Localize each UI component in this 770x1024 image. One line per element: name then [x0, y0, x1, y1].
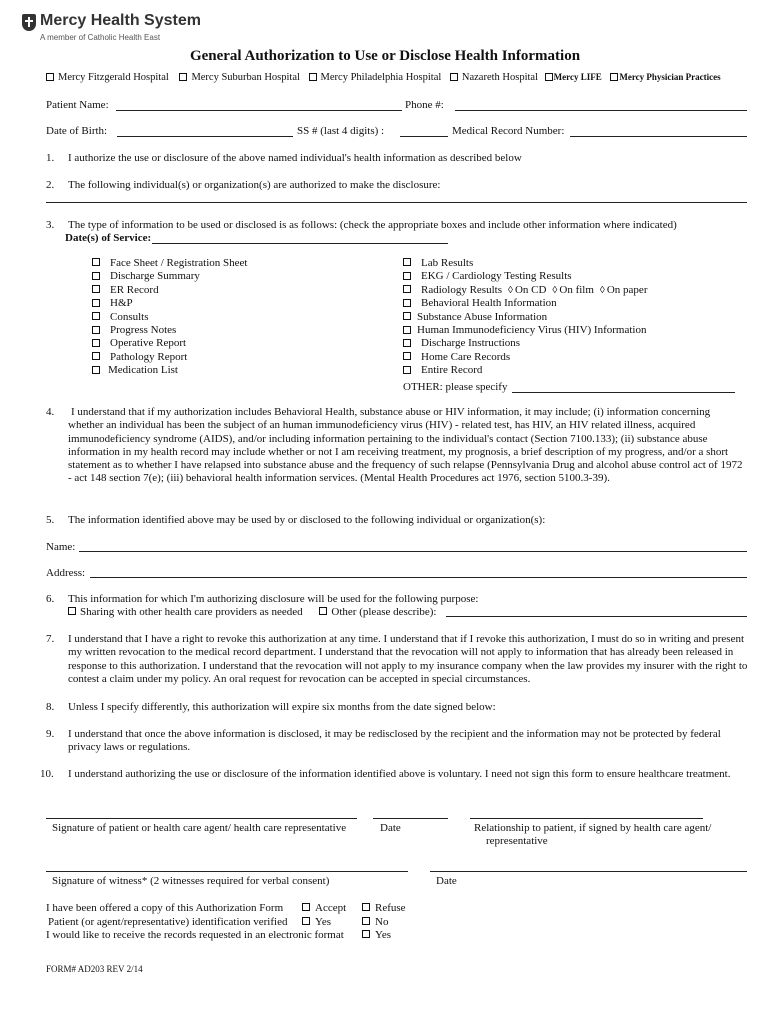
- info-option[interactable]: [92, 324, 247, 337]
- checkbox[interactable]: [403, 312, 411, 320]
- info-option-label: Substance Abuse Information: [417, 310, 548, 323]
- info-list-right: [403, 257, 647, 378]
- item-6: [46, 593, 748, 606]
- info-option[interactable]: [403, 311, 647, 324]
- other-field[interactable]: [512, 392, 735, 393]
- info-option-label: Lab Results: [421, 257, 474, 269]
- item-5: [46, 514, 748, 527]
- item-number: 7.: [46, 633, 55, 645]
- item-number: 8.: [46, 701, 55, 713]
- logo-title: Mercy Health System: [40, 12, 201, 29]
- ack-label: I have been offered a copy of this Authorization Form: [46, 902, 284, 914]
- checkbox[interactable]: [403, 272, 411, 280]
- info-list-left: [92, 257, 247, 378]
- facility-label: Mercy LIFE: [553, 72, 602, 82]
- checkbox[interactable]: [92, 366, 100, 374]
- ack-row: [46, 929, 344, 943]
- info-option[interactable]: [92, 337, 247, 350]
- diamond-icon[interactable]: ◊: [552, 284, 558, 296]
- ack-label: I would like to receive the records requested in an electronic format: [46, 929, 344, 941]
- relationship-label-cont: representative: [486, 835, 548, 847]
- item-text: The information identified above may be used by or disclosed to the following individual or organization(s):: [68, 514, 546, 526]
- facility-label: Mercy Fitzgerald Hospital: [58, 72, 169, 83]
- diamond-icon[interactable]: ◊: [507, 284, 513, 296]
- ack-options-1: [302, 902, 346, 929]
- facility-checkbox[interactable]: [46, 73, 54, 81]
- item-8: [46, 701, 748, 714]
- facility-label: Nazareth Hospital: [461, 72, 539, 83]
- item-number: 2.: [46, 179, 55, 191]
- logo: [22, 12, 212, 46]
- dates-of-service-field[interactable]: [152, 243, 448, 244]
- purpose-checkbox[interactable]: [68, 607, 76, 615]
- info-option-label: Discharge Summary: [110, 270, 200, 283]
- item-text: The type of information to be used or disclosed is as follows: (check the appropriate boxes and include other information where indicated): [68, 219, 677, 231]
- info-option[interactable]: [403, 364, 647, 377]
- recipient-name-label: Name:: [46, 541, 76, 553]
- witness-date-label: Date: [436, 875, 457, 887]
- witness-date-field[interactable]: [430, 871, 747, 872]
- checkbox[interactable]: [92, 285, 100, 293]
- info-option[interactable]: [403, 257, 647, 270]
- checkbox[interactable]: [403, 352, 411, 360]
- ack-option-label: Yes: [315, 915, 332, 928]
- item-number: 4.: [46, 406, 55, 418]
- item-number: 5.: [46, 514, 55, 526]
- purpose-other-field[interactable]: [446, 616, 747, 617]
- item-number: 3.: [46, 219, 55, 231]
- item-text: I understand authorizing the use or disclosure of the information identified above is voluntary. I need not sign this form to ensure healthcare treatment.: [68, 768, 731, 780]
- other-label: OTHER: please specify: [403, 381, 508, 393]
- witness-signature-field[interactable]: [46, 871, 408, 872]
- ack-option-label: Refuse: [375, 902, 406, 914]
- checkbox[interactable]: [92, 339, 100, 347]
- ack-option-label: Accept: [315, 902, 347, 914]
- info-option-label: Entire Record: [421, 364, 483, 377]
- electronic-yes-checkbox[interactable]: [362, 930, 370, 938]
- radiology-option: On CD: [514, 283, 547, 296]
- checkbox[interactable]: [92, 312, 100, 320]
- checkbox[interactable]: [92, 299, 100, 307]
- logo-subtitle: A member of Catholic Health East: [40, 33, 161, 42]
- checkbox[interactable]: [403, 258, 411, 266]
- item-number: 6.: [46, 593, 55, 605]
- facility-checkbox[interactable]: [610, 73, 618, 81]
- purpose-options: [68, 606, 436, 618]
- item-1: [46, 152, 748, 165]
- ack-option-label: No: [375, 915, 389, 928]
- phone-field[interactable]: [455, 110, 747, 111]
- form-number: FORM# AD203 REV 2/14: [46, 964, 143, 974]
- ack-row: [46, 902, 347, 916]
- patient-signature-field[interactable]: [46, 818, 357, 819]
- info-option-label: ER Record: [110, 283, 159, 296]
- item-text: I understand that if my authorization includes Behavioral Health, substance abuse or HIV information, it may include; (i) information concerning whether an individual has been the subject of an human immunodeficiency virus (HIV) - related test, has HIV, an HIV related illness, acquired immunodeficiency syndrome (AIDS), and/or including information pertaining to the individual's contact (Section 7100.133); (ii) substance abuse information in my health record may include whether or not I am receiving treatment, my prognosis, a brief description of my progress, and/or a short statement as to whether I have relapsed into substance abuse and the frequency of such relapse (Pennsylvania Drug and alcohol abuse control act of 1972 - act 148 section 7(e); (iii) behavioral health information services. (Mental Health Procedures act 1976, section 5100.3-39).: [68, 406, 743, 485]
- checkbox[interactable]: [403, 299, 411, 307]
- info-option[interactable]: [92, 364, 247, 377]
- acknowledgements: [46, 902, 347, 943]
- item-4: [46, 406, 748, 486]
- cross-shield-icon: [22, 14, 36, 31]
- checkbox[interactable]: [92, 258, 100, 266]
- patient-name-label: Patient Name:: [46, 99, 109, 111]
- ack-option-label: Yes: [375, 929, 392, 941]
- item-text: I authorize the use or disclosure of the above named individual's health information as described below: [68, 152, 522, 164]
- ssn-field[interactable]: [400, 136, 448, 137]
- phone-label: Phone #:: [405, 99, 444, 111]
- item-text: Unless I specify differently, this authorization will expire six months from the date signed below:: [68, 701, 496, 713]
- disclosing-party-field[interactable]: [46, 202, 747, 203]
- info-option-label: Home Care Records: [421, 350, 511, 363]
- info-option-label: Behavioral Health Information: [421, 297, 557, 310]
- item-10: [40, 768, 748, 781]
- info-option-label: Progress Notes: [110, 324, 177, 337]
- checkbox[interactable]: [403, 285, 411, 293]
- checkbox[interactable]: [403, 326, 411, 334]
- mrn-label: Medical Record Number:: [452, 125, 565, 137]
- diamond-icon[interactable]: ◊: [599, 284, 605, 296]
- dob-label: Date of Birth:: [46, 125, 108, 137]
- info-option-label: Operative Report: [110, 337, 187, 350]
- mrn-field[interactable]: [570, 136, 747, 137]
- info-option[interactable]: [92, 297, 247, 310]
- info-option[interactable]: [403, 324, 647, 337]
- facility-label: Mercy Suburban Hospital: [191, 72, 300, 83]
- checkbox[interactable]: [403, 339, 411, 347]
- info-option[interactable]: [403, 270, 647, 283]
- facility-checkbox[interactable]: [309, 73, 317, 81]
- info-option-label: Consults: [110, 310, 149, 323]
- recipient-address-field[interactable]: [90, 577, 747, 578]
- item-2: [46, 179, 748, 192]
- info-option[interactable]: [92, 270, 247, 283]
- info-option[interactable]: [403, 284, 647, 297]
- patient-name-field[interactable]: [116, 110, 402, 111]
- id-verified-no-checkbox[interactable]: [362, 917, 370, 925]
- purpose-option-label: Other (please describe):: [331, 606, 437, 618]
- relationship-field[interactable]: [470, 818, 703, 819]
- facility-checkbox[interactable]: [545, 73, 553, 81]
- item-number: 1.: [46, 152, 55, 164]
- facility-row: [46, 72, 721, 83]
- info-option[interactable]: [92, 284, 247, 297]
- refuse-checkbox[interactable]: [362, 903, 370, 911]
- item-text: The following individual(s) or organization(s) are authorized to make the disclosure:: [68, 179, 441, 191]
- item-3: [46, 219, 748, 232]
- info-option[interactable]: [403, 297, 647, 310]
- id-verified-yes-checkbox[interactable]: [302, 917, 310, 925]
- info-option[interactable]: [92, 311, 247, 324]
- patient-signature-label: Signature of patient or health care agent/ health care representative: [52, 822, 347, 834]
- checkbox[interactable]: [403, 366, 411, 374]
- form-title: General Authorization to Use or Disclose Health Information: [189, 48, 581, 64]
- info-option-label: Human Immunodeficiency Virus (HIV) Information: [417, 324, 647, 337]
- info-option-label: Face Sheet / Registration Sheet: [110, 257, 248, 269]
- dates-of-service-label: Date(s) of Service:: [65, 232, 152, 244]
- info-option-label: Radiology Results: [421, 283, 502, 296]
- accept-checkbox[interactable]: [302, 903, 310, 911]
- radiology-option: On film: [559, 283, 594, 296]
- facility-checkbox[interactable]: [450, 73, 458, 81]
- info-option[interactable]: [92, 257, 247, 270]
- info-option[interactable]: [403, 337, 647, 350]
- item-text: This information for which I'm authorizing disclosure will be used for the following purpose:: [68, 593, 479, 605]
- dob-field[interactable]: [117, 136, 293, 137]
- signature-date-label: Date: [380, 822, 401, 834]
- recipient-name-field[interactable]: [79, 551, 747, 552]
- info-option-label: Medication List: [108, 364, 178, 377]
- facility-checkbox[interactable]: [179, 73, 187, 81]
- checkbox[interactable]: [92, 326, 100, 334]
- ack-label: Patient (or agent/representative) identification verified: [48, 915, 288, 928]
- recipient-address-label: Address:: [46, 567, 86, 579]
- info-option-label: Discharge Instructions: [421, 337, 521, 350]
- signature-date-field[interactable]: [373, 818, 448, 819]
- item-number: 9.: [46, 728, 55, 740]
- info-option-label: H&P: [110, 297, 133, 310]
- item-7: [46, 633, 748, 686]
- ack-options-2: [362, 902, 406, 943]
- checkbox[interactable]: [92, 352, 100, 360]
- witness-signature-label: Signature of witness* (2 witnesses required for verbal consent): [52, 875, 330, 887]
- item-9: [46, 728, 748, 755]
- info-option-label: EKG / Cardiology Testing Results: [421, 270, 572, 283]
- facility-label: Mercy Philadelphia Hospital: [320, 72, 442, 83]
- ssn-label: SS # (last 4 digits) :: [297, 125, 385, 137]
- info-option[interactable]: [403, 351, 647, 364]
- item-text: I understand that once the above information is disclosed, it may be redisclosed by the recipient and the information may not be protected by federal privacy laws or regulations.: [68, 728, 721, 754]
- item-text: I understand that I have a right to revoke this authorization at any time. I understand that if I revoke this authorization, I must do so in writing and present my written revocation to the medical record department. I understand that the revocation will not apply to information that has already been released in response to this authorization. I understand that the revocation will not apply to my insurance company when the law provides my insurer with the right to contest a claim under my policy. An oral request for revocation can be accepted in special circumstances.: [68, 633, 748, 685]
- purpose-checkbox[interactable]: [319, 607, 327, 615]
- purpose-option-label: Sharing with other health care providers as needed: [80, 606, 303, 618]
- checkbox[interactable]: [92, 272, 100, 280]
- item-number: 10.: [40, 768, 54, 780]
- facility-label: Mercy Physician Practices: [619, 72, 721, 82]
- relationship-label: Relationship to patient, if signed by health care agent/: [474, 822, 712, 834]
- info-option-label: Pathology Report: [110, 350, 188, 363]
- radiology-option: On paper: [606, 283, 648, 296]
- ack-row: [46, 916, 344, 930]
- info-option[interactable]: [92, 351, 247, 364]
